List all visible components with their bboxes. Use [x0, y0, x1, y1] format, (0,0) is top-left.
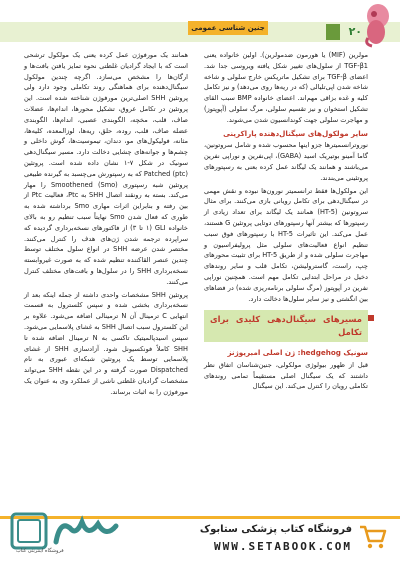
paragraph: قبل از ظهور بیولوژی مولکولی، جنین‌شناسان اتفاق نظر داشتند که یک سیگنال اصلی مستقیماً تمامی روندهای تکاملی رویان را کنترل می‌کند. این سیگنال — [204, 360, 368, 391]
right-column — [204, 50, 368, 394]
logo-subtitle: فروشگاه اینترنتی کتاب — [16, 548, 64, 554]
subheading: سایر مولکول‌های سیگنال‌دهنده پاراکرینی — [223, 128, 368, 138]
shop-url[interactable]: WWW.SETABOOK.COM — [214, 540, 352, 553]
paragraph: همانند یک مورفوژن عمل کرده یعنی یک مولکول ترشحی است که با ایجاد گرادیان غلظتی نحوه تمایز یافتن بافت‌ها و ارگان‌ها را مشخص می‌سازد. اگرچه چندین مولکول سیگنال‌دهنده برای هماهنگی روند تکاملی وجود دارد ولی پروتئین SHH اصلی‌ترین مورفوژن شناخته شده است. این پروتئین در تکامل عروق، تشکیل محورها، اندام‌ها، عضلات صاف، قلب، مخچه، الگوبندی عصبی، اندام‌ها، الگوبندی عضله صاف، قلب، روده، حلق، ریه‌ها، لوزالمعده، کلیه‌ها، مثانه، فولیکول‌های مو، دندان، تیموسیت‌ها، گوش داخلی و چشم‌ها و جوانه‌های چشایی دخالت دارد. مسیر سیگنال‌دهی سونیک در شکل ۷-۱ نشان داده شده است. پروتئین Patched (ptc) که به رسپتورش می‌چسبد به گیرنده طبیعی پروتئین شبه رسپتوری Smoothened (Smo) را مهار می‌کند. بسته به رونقند اتصال SHH به Ptc، فعالیت Ptc از بین رفته و بنابراین اثرات مهاری Smo برداشته شده به طوری که فعال شدن Smo نهایتاً سبب تنظیم رو به بالای خانواده GLI (۱ تا ۳) از فاکتورهای نسخه‌برداری گردیده که سراپرده ترجمه شدن ژن‌های هدف را کنترل می‌کنند. مختصر شدن عرضه SHH در انواع سلول مختلف توسط چندین عنصر القاکننده تنظیم شده که به صورت غیروابسته نسخه‌برداری SHH را در سلول‌ها و بافت‌های مختلف کنترل می‌کنند. — [24, 51, 188, 286]
paragraph: این مولکول‌ها فقط ترانسمیتر نورون‌ها نبوده و نقش مهمی در سیگنال‌دهی برای تکامل رویانی بازی می‌کنند. برای مثال سروتونین (HT-5) همانند یک لیگاند برای تعداد زیادی از رسپتورها که بیشتر آنها رسپتورهای دوتایی پروتئین G هستند، عمل می‌کند. این تاثیرات HT-5 با رسپتورهای فوق سبب تنظیم انواع فعالیت‌های سلولی مثل پرولیفراسیون و مهاجرت سلولی شده و از طریق HT-5 برای تثبیت محورهای چپ، راست، گاسترولیشن، تکامل قلب و سایر روندهای دخیل در مراحل ابتدایی تکامل مهم است. همچنین نوراپی نفرین در آپوپتوز (مرگ سلولی برنامه‌ریزی شده) در فضاهای بین انگشتی و نیز سایر سلول‌ها دخالت دارد. — [204, 186, 369, 303]
paragraph: پروتئین SHH مشخصات واحدی داشته از جمله اینکه بعد از نسخه‌برداری بخشی شده و سپس کلسترول به قسمت انتهایی C ترمینال آن N ترمینالی اضافه می‌شود. علاوه بر این کلسترول سبب اتصال SHH به غشای پلاسمایی می‌شود. سپس اسیدپالمیتیک تاکسی به N ترمینال اضافه شده تا SHH کاملاً فونکسیونل شود. آزادسازی SHH از غشای پلاسمایی توسط یک پروتئین شبکه‌ای عبوری به نام Dispatched صورت گرفته و در این نقطه SHH می‌تواند مشخصات گرادیان غلظتی ناشی از عملکرد وی به عنوان یک مورفوژن را به اثبات برساند. — [24, 290, 189, 396]
paragraph: مولرین (MIF) یا هورمون ضدمولرین). اولین خانواده یعنی TGF-β1 از سلول‌های تغییر شکل یافته ویروسی جدا شد. اعضای TGF-β برای تشکیل ماتریکس خارج سلولی و شاخه شاخه شدن اپی‌تلیالی (که در ریه‌ها روی می‌دهد) و نیز تکامل کلیه و غده بزاقی مهم‌اند. اعضای خانواده BMP سبب القای تشکیل استخوان و نیز تقسیم سلولی، مرگ سلولی (آپوپتوز) و مهاجرت سلولی جهت کوندانسیون شدن می‌شوند. — [204, 51, 368, 124]
page-footer — [0, 500, 400, 565]
chapter-title: جنین شناسی عمومی — [188, 21, 268, 35]
page-number: ۲۰ — [348, 25, 362, 38]
fetus-icon — [360, 0, 394, 48]
section-marker — [368, 315, 374, 321]
paragraph: نوروترانسمیترها جزو اینها محسوب شده و شامل سروتونین، گاما آمینو بوتیریک اسید (GABA)، اپی‌نفرین و نوراپی نفرین می‌باشند و همانند یک لیگاند عمل کرده بعنی به رسپتورهای پروتئینی می‌بندند. — [204, 141, 368, 182]
page-number-marker — [326, 24, 340, 40]
section-title: مسیرهای سیگنال‌دهی کلیدی برای تکامل — [210, 314, 362, 338]
section-heading-box — [204, 310, 368, 342]
page-header — [0, 0, 400, 50]
left-column — [24, 50, 188, 400]
shop-name: فروشگاه کتاب پزشکی ستابوک — [199, 524, 352, 535]
shopping-cart-icon — [358, 524, 388, 550]
subheading: سونیک hedgehog: ژن اصلی امبریوژنز — [227, 347, 368, 357]
